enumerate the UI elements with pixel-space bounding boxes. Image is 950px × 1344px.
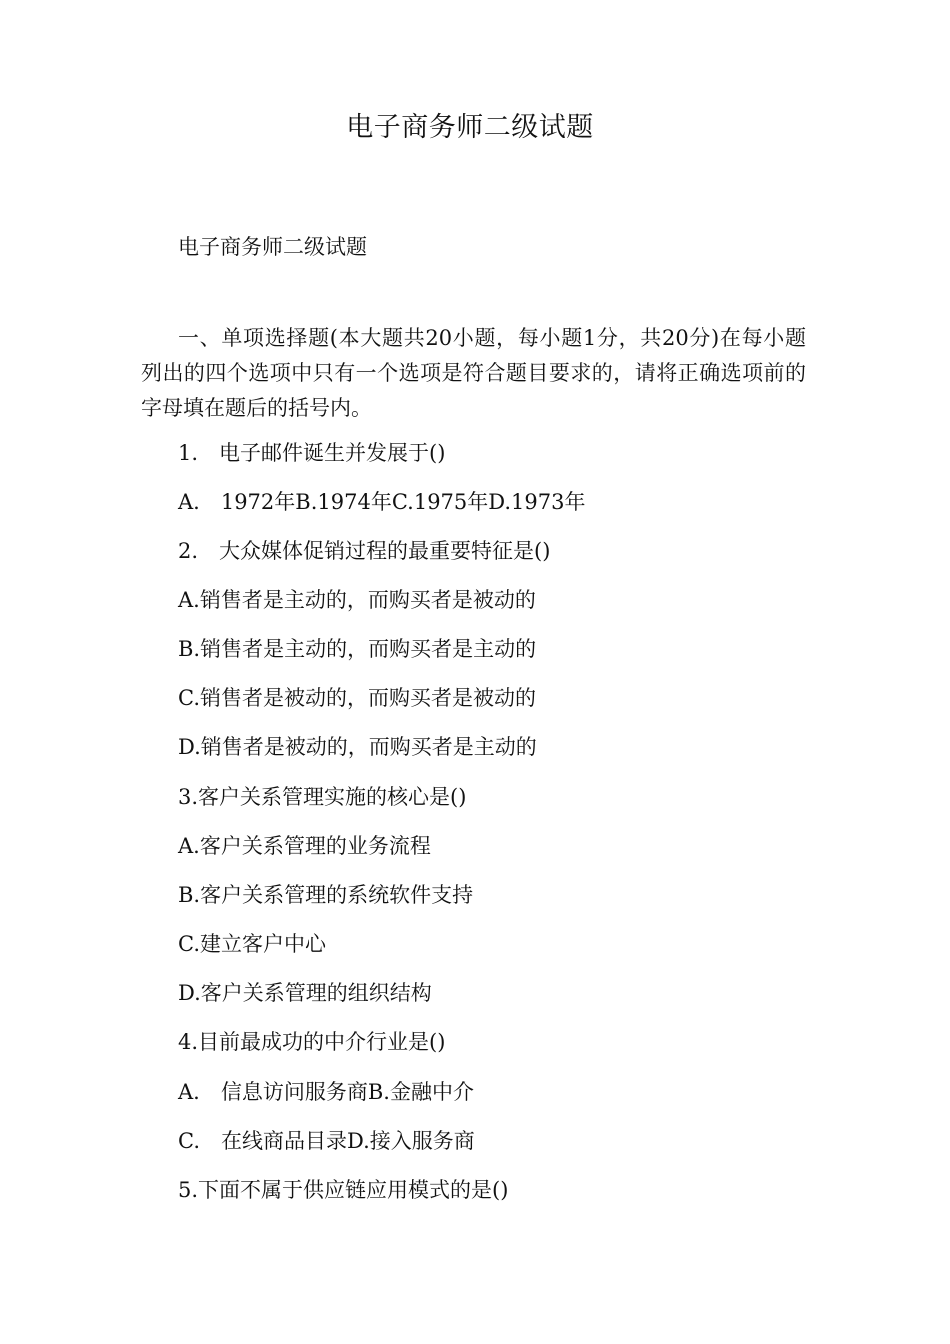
question-3-option-b: B.客户关系管理的系统软件支持 xyxy=(178,883,474,907)
question-1-options: A. 1972年B.1974年C.1975年D.1973年 xyxy=(178,490,586,514)
question-4-options-cd: C. 在线商品目录D.接入服务商 xyxy=(178,1129,475,1153)
question-2-option-c: C.销售者是被动的，而购买者是被动的 xyxy=(178,686,536,710)
section-intro-paragraph: 一、单项选择题(本大题共20小题，每小题1分，共20分)在每小题列出的四个选项中只有一个选项是符合题目要求的，请将正确选项前的字母填在题后的括号内。 xyxy=(141,326,806,420)
question-1: 1. 电子邮件诞生并发展于() xyxy=(178,441,446,465)
question-3-option-d: D.客户关系管理的组织结构 xyxy=(178,981,432,1005)
document-subtitle: 电子商务师二级试题 xyxy=(178,235,367,259)
question-2-option-d: D.销售者是被动的，而购买者是主动的 xyxy=(178,735,537,759)
question-2-option-b: B.销售者是主动的，而购买者是主动的 xyxy=(178,637,537,661)
question-2: 2. 大众媒体促销过程的最重要特征是() xyxy=(178,539,551,563)
question-3: 3.客户关系管理实施的核心是() xyxy=(178,785,467,809)
document-title: 电子商务师二级试题 xyxy=(346,112,594,143)
question-5: 5.下面不属于供应链应用模式的是() xyxy=(178,1178,509,1202)
question-3-option-a: A.客户关系管理的业务流程 xyxy=(178,834,431,858)
question-2-option-a: A.销售者是主动的，而购买者是被动的 xyxy=(178,588,536,612)
question-4: 4.目前最成功的中介行业是() xyxy=(178,1030,446,1054)
question-3-option-c: C.建立客户中心 xyxy=(178,932,326,956)
question-4-options-ab: A. 信息访问服务商B.金融中介 xyxy=(178,1080,474,1104)
